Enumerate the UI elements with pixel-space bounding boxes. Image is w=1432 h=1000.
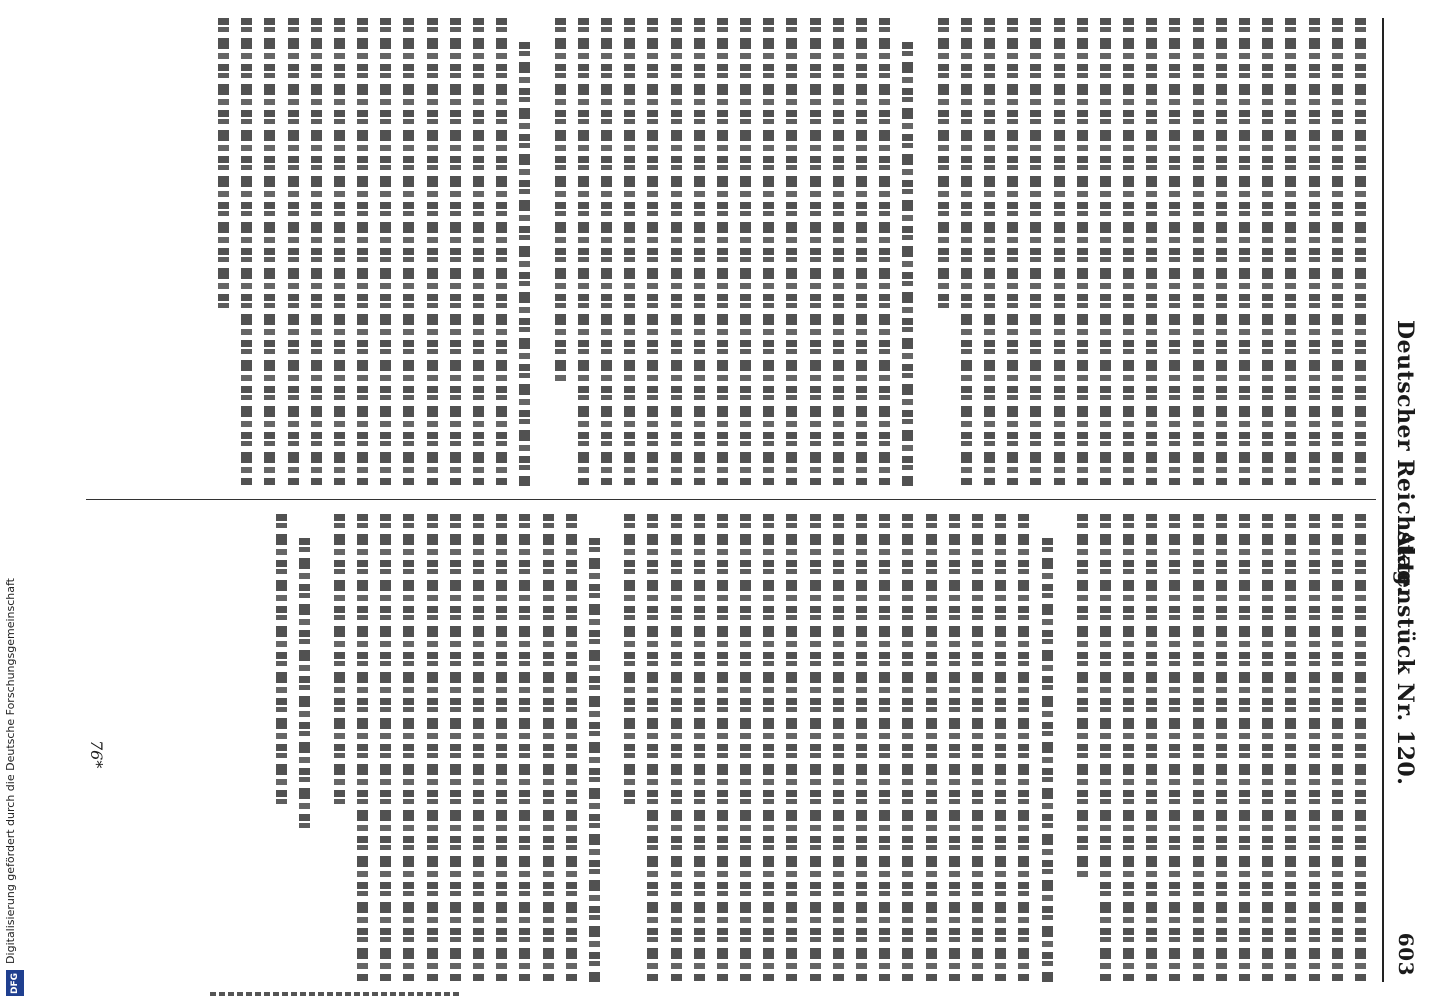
running-header-document: Aktenstück Nr. 120.	[1392, 530, 1418, 786]
scan-artifact	[210, 992, 460, 996]
dfg-logo: DFG	[6, 970, 24, 996]
page-footnote-marker: 76*	[87, 740, 106, 769]
text-column-left	[82, 18, 1372, 486]
running-header-title: Deutscher Reichstag.	[1392, 320, 1418, 595]
column-divider	[86, 499, 1376, 500]
digitization-credit	[0, 0, 30, 1000]
credit-text: Digitalisierung gefördert durch die Deutsche Forschungsgemeinschaft	[4, 578, 17, 964]
text-column-right	[82, 514, 1372, 982]
header-rule	[1382, 18, 1384, 982]
scanned-page	[56, 0, 1432, 1000]
page-number: 603	[1394, 932, 1418, 976]
